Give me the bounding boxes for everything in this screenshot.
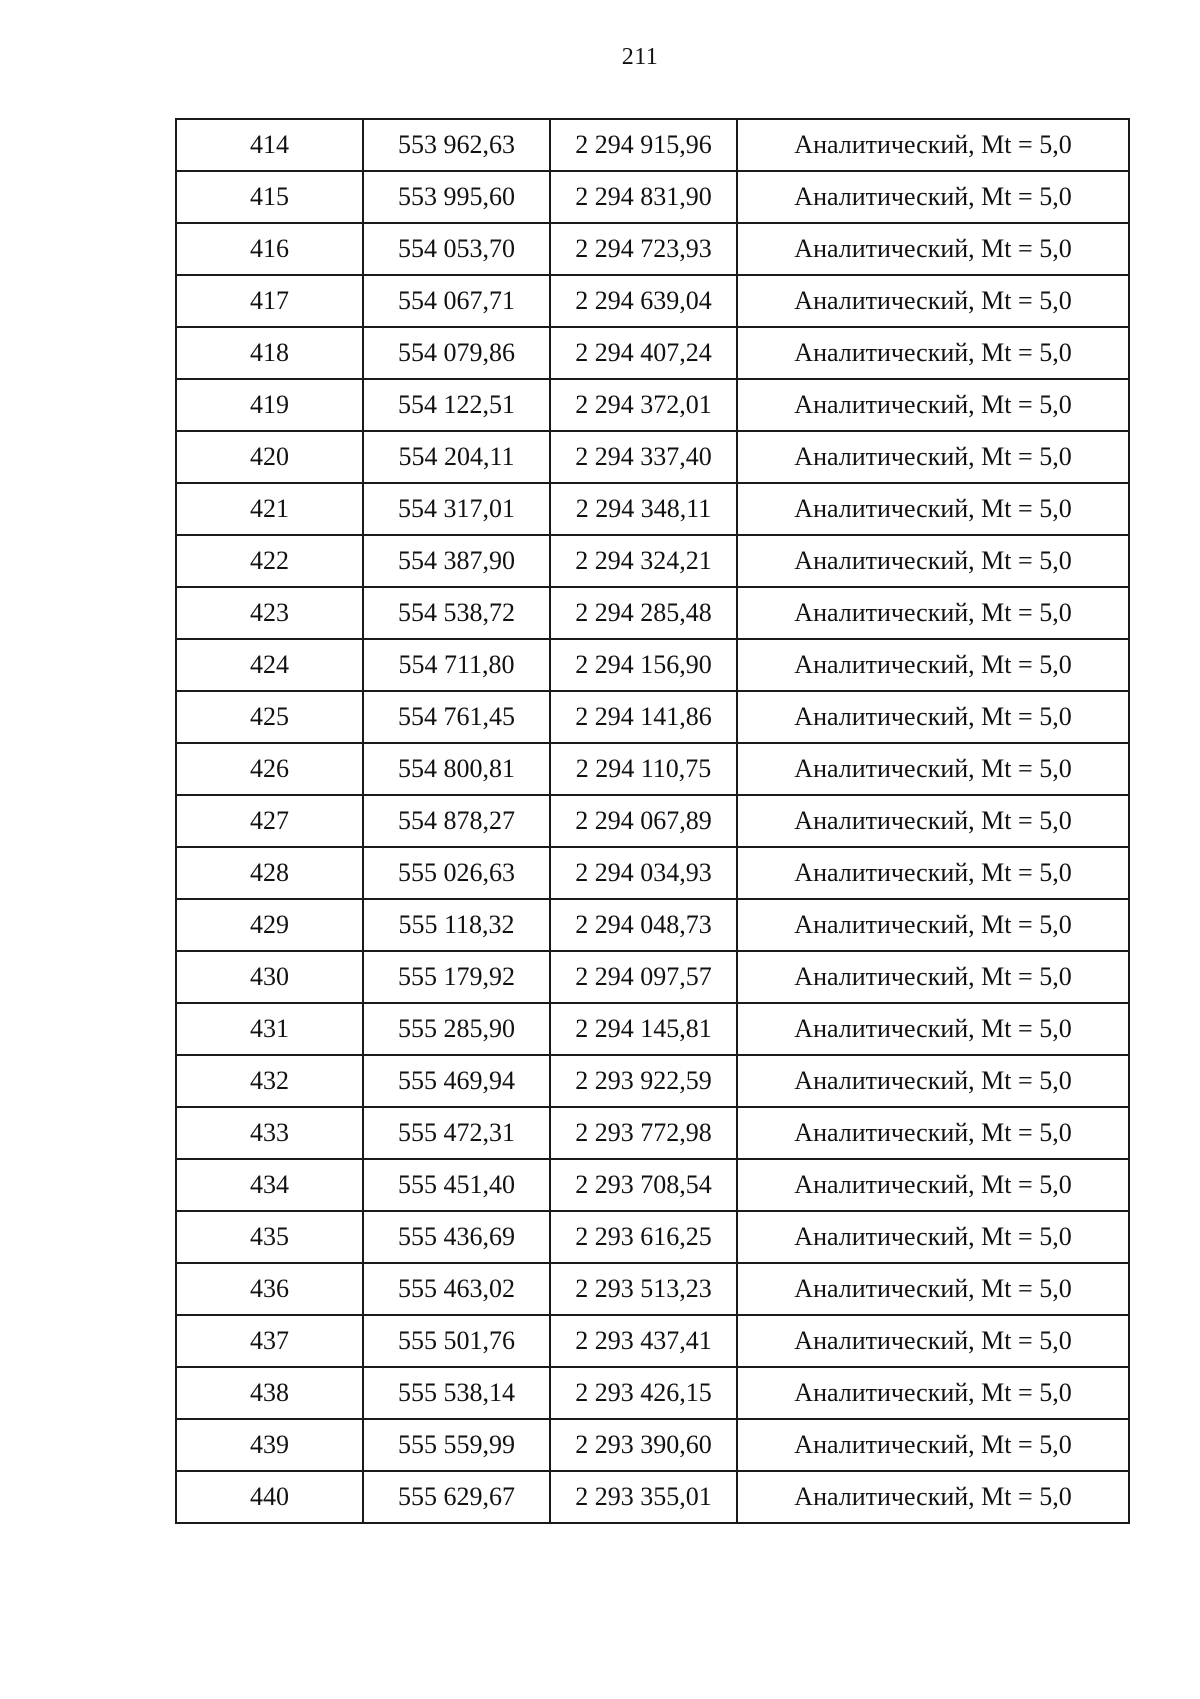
point-number-cell: 422 — [176, 535, 363, 587]
method-cell: Аналитический, Mt = 5,0 — [737, 119, 1129, 171]
x-coordinate-cell: 555 463,02 — [363, 1263, 550, 1315]
point-number-cell: 426 — [176, 743, 363, 795]
table-row — [176, 899, 1129, 951]
x-coordinate-cell: 553 995,60 — [363, 171, 550, 223]
x-coordinate-cell: 555 026,63 — [363, 847, 550, 899]
y-coordinate-cell: 2 293 355,01 — [550, 1471, 737, 1523]
point-number-cell: 416 — [176, 223, 363, 275]
point-number-cell: 423 — [176, 587, 363, 639]
table-row — [176, 1107, 1129, 1159]
y-coordinate-cell: 2 294 097,57 — [550, 951, 737, 1003]
method-cell: Аналитический, Mt = 5,0 — [737, 1367, 1129, 1419]
y-coordinate-cell: 2 294 372,01 — [550, 379, 737, 431]
x-coordinate-cell: 554 204,11 — [363, 431, 550, 483]
table-row — [176, 847, 1129, 899]
table-row — [176, 327, 1129, 379]
x-coordinate-cell: 554 711,80 — [363, 639, 550, 691]
method-cell: Аналитический, Mt = 5,0 — [737, 431, 1129, 483]
x-coordinate-cell: 555 629,67 — [363, 1471, 550, 1523]
x-coordinate-cell: 555 472,31 — [363, 1107, 550, 1159]
x-coordinate-cell: 554 079,86 — [363, 327, 550, 379]
x-coordinate-cell: 554 053,70 — [363, 223, 550, 275]
y-coordinate-cell: 2 293 426,15 — [550, 1367, 737, 1419]
method-cell: Аналитический, Mt = 5,0 — [737, 795, 1129, 847]
table-row — [176, 795, 1129, 847]
method-cell: Аналитический, Mt = 5,0 — [737, 847, 1129, 899]
point-number-cell: 420 — [176, 431, 363, 483]
point-number-cell: 415 — [176, 171, 363, 223]
method-cell: Аналитический, Mt = 5,0 — [737, 223, 1129, 275]
table-row — [176, 1159, 1129, 1211]
x-coordinate-cell: 554 800,81 — [363, 743, 550, 795]
point-number-cell: 439 — [176, 1419, 363, 1471]
x-coordinate-cell: 555 118,32 — [363, 899, 550, 951]
point-number-cell: 418 — [176, 327, 363, 379]
x-coordinate-cell: 555 436,69 — [363, 1211, 550, 1263]
point-number-cell: 414 — [176, 119, 363, 171]
method-cell: Аналитический, Mt = 5,0 — [737, 587, 1129, 639]
table-row — [176, 223, 1129, 275]
point-number-cell: 434 — [176, 1159, 363, 1211]
y-coordinate-cell: 2 293 513,23 — [550, 1263, 737, 1315]
y-coordinate-cell: 2 294 324,21 — [550, 535, 737, 587]
page-number: 211 — [621, 44, 659, 70]
point-number-cell: 437 — [176, 1315, 363, 1367]
table-row — [176, 535, 1129, 587]
point-number-cell: 419 — [176, 379, 363, 431]
point-number-cell: 431 — [176, 1003, 363, 1055]
point-number-cell: 433 — [176, 1107, 363, 1159]
point-number-cell: 425 — [176, 691, 363, 743]
y-coordinate-cell: 2 293 437,41 — [550, 1315, 737, 1367]
x-coordinate-cell: 554 387,90 — [363, 535, 550, 587]
x-coordinate-cell: 555 559,99 — [363, 1419, 550, 1471]
table-row — [176, 171, 1129, 223]
x-coordinate-cell: 555 501,76 — [363, 1315, 550, 1367]
x-coordinate-cell: 555 285,90 — [363, 1003, 550, 1055]
table-row — [176, 119, 1129, 171]
table-row — [176, 1367, 1129, 1419]
table-row — [176, 1211, 1129, 1263]
y-coordinate-cell: 2 294 110,75 — [550, 743, 737, 795]
method-cell: Аналитический, Mt = 5,0 — [737, 691, 1129, 743]
method-cell: Аналитический, Mt = 5,0 — [737, 1003, 1129, 1055]
method-cell: Аналитический, Mt = 5,0 — [737, 327, 1129, 379]
y-coordinate-cell: 2 294 407,24 — [550, 327, 737, 379]
x-coordinate-cell: 555 469,94 — [363, 1055, 550, 1107]
method-cell: Аналитический, Mt = 5,0 — [737, 483, 1129, 535]
method-cell: Аналитический, Mt = 5,0 — [737, 1055, 1129, 1107]
method-cell: Аналитический, Mt = 5,0 — [737, 639, 1129, 691]
point-number-cell: 440 — [176, 1471, 363, 1523]
y-coordinate-cell: 2 294 915,96 — [550, 119, 737, 171]
point-number-cell: 430 — [176, 951, 363, 1003]
table-row — [176, 587, 1129, 639]
y-coordinate-cell: 2 294 285,48 — [550, 587, 737, 639]
method-cell: Аналитический, Mt = 5,0 — [737, 275, 1129, 327]
table-row — [176, 431, 1129, 483]
y-coordinate-cell: 2 293 616,25 — [550, 1211, 737, 1263]
y-coordinate-cell: 2 294 145,81 — [550, 1003, 737, 1055]
method-cell: Аналитический, Mt = 5,0 — [737, 1263, 1129, 1315]
coordinates-table-body — [176, 119, 1129, 1523]
point-number-cell: 417 — [176, 275, 363, 327]
point-number-cell: 435 — [176, 1211, 363, 1263]
coordinates-table — [175, 118, 1130, 1524]
method-cell: Аналитический, Mt = 5,0 — [737, 1159, 1129, 1211]
point-number-cell: 428 — [176, 847, 363, 899]
y-coordinate-cell: 2 294 156,90 — [550, 639, 737, 691]
method-cell: Аналитический, Mt = 5,0 — [737, 1471, 1129, 1523]
x-coordinate-cell: 555 538,14 — [363, 1367, 550, 1419]
table-row — [176, 639, 1129, 691]
point-number-cell: 429 — [176, 899, 363, 951]
y-coordinate-cell: 2 294 141,86 — [550, 691, 737, 743]
method-cell: Аналитический, Mt = 5,0 — [737, 535, 1129, 587]
table-row — [176, 379, 1129, 431]
table-row — [176, 275, 1129, 327]
point-number-cell: 436 — [176, 1263, 363, 1315]
point-number-cell: 424 — [176, 639, 363, 691]
table-row — [176, 1055, 1129, 1107]
table-row — [176, 951, 1129, 1003]
x-coordinate-cell: 553 962,63 — [363, 119, 550, 171]
y-coordinate-cell: 2 294 067,89 — [550, 795, 737, 847]
table-row — [176, 1315, 1129, 1367]
table-row — [176, 483, 1129, 535]
y-coordinate-cell: 2 293 708,54 — [550, 1159, 737, 1211]
x-coordinate-cell: 555 179,92 — [363, 951, 550, 1003]
table-row — [176, 743, 1129, 795]
table-row — [176, 1003, 1129, 1055]
x-coordinate-cell: 554 538,72 — [363, 587, 550, 639]
method-cell: Аналитический, Mt = 5,0 — [737, 1315, 1129, 1367]
method-cell: Аналитический, Mt = 5,0 — [737, 951, 1129, 1003]
y-coordinate-cell: 2 294 034,93 — [550, 847, 737, 899]
table-row — [176, 691, 1129, 743]
x-coordinate-cell: 554 761,45 — [363, 691, 550, 743]
table-row — [176, 1471, 1129, 1523]
point-number-cell: 432 — [176, 1055, 363, 1107]
x-coordinate-cell: 554 878,27 — [363, 795, 550, 847]
point-number-cell: 438 — [176, 1367, 363, 1419]
method-cell: Аналитический, Mt = 5,0 — [737, 171, 1129, 223]
y-coordinate-cell: 2 294 048,73 — [550, 899, 737, 951]
y-coordinate-cell: 2 293 390,60 — [550, 1419, 737, 1471]
y-coordinate-cell: 2 294 337,40 — [550, 431, 737, 483]
point-number-cell: 427 — [176, 795, 363, 847]
y-coordinate-cell: 2 294 831,90 — [550, 171, 737, 223]
method-cell: Аналитический, Mt = 5,0 — [737, 899, 1129, 951]
method-cell: Аналитический, Mt = 5,0 — [737, 1419, 1129, 1471]
point-number-cell: 421 — [176, 483, 363, 535]
table-row — [176, 1263, 1129, 1315]
table-row — [176, 1419, 1129, 1471]
y-coordinate-cell: 2 293 772,98 — [550, 1107, 737, 1159]
y-coordinate-cell: 2 294 723,93 — [550, 223, 737, 275]
y-coordinate-cell: 2 293 922,59 — [550, 1055, 737, 1107]
y-coordinate-cell: 2 294 348,11 — [550, 483, 737, 535]
x-coordinate-cell: 554 317,01 — [363, 483, 550, 535]
method-cell: Аналитический, Mt = 5,0 — [737, 743, 1129, 795]
method-cell: Аналитический, Mt = 5,0 — [737, 1107, 1129, 1159]
method-cell: Аналитический, Mt = 5,0 — [737, 1211, 1129, 1263]
x-coordinate-cell: 554 122,51 — [363, 379, 550, 431]
method-cell: Аналитический, Mt = 5,0 — [737, 379, 1129, 431]
x-coordinate-cell: 554 067,71 — [363, 275, 550, 327]
y-coordinate-cell: 2 294 639,04 — [550, 275, 737, 327]
x-coordinate-cell: 555 451,40 — [363, 1159, 550, 1211]
